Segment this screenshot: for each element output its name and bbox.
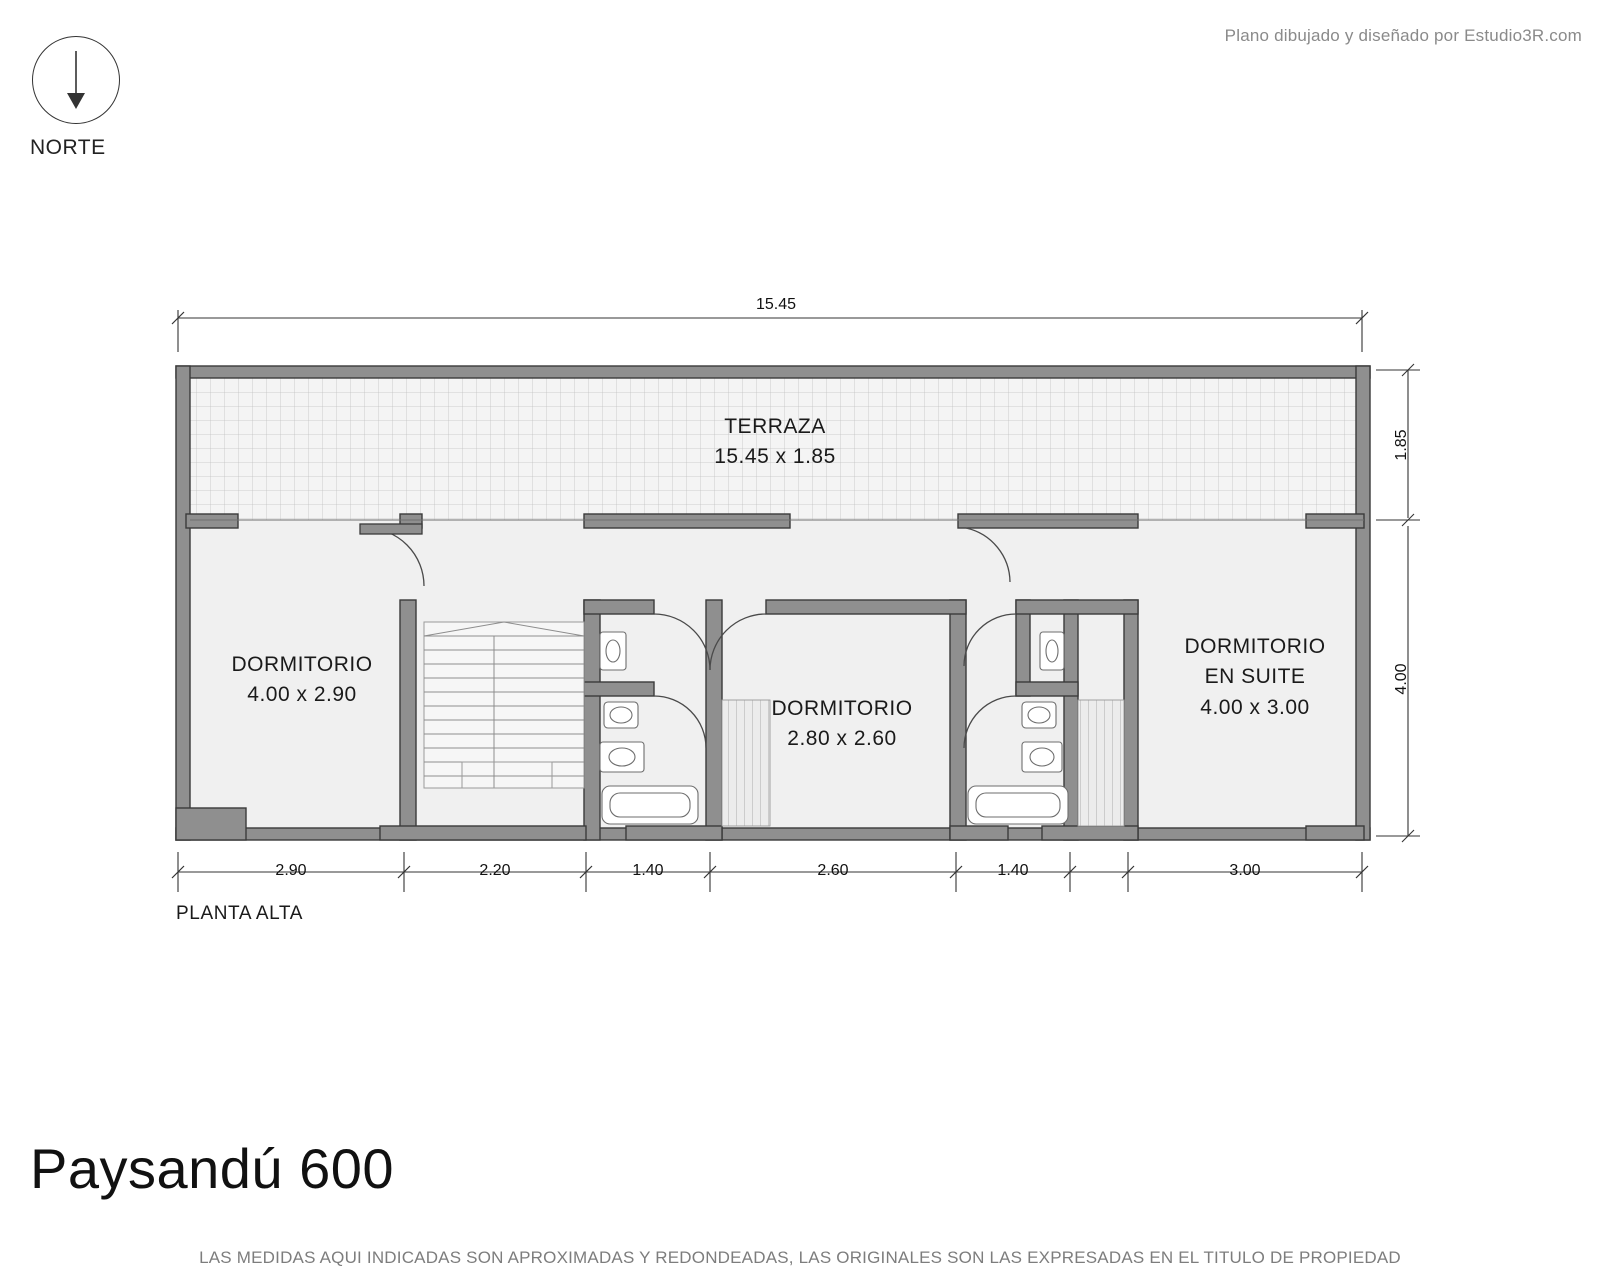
- suite-dims: 4.00 x 3.00: [1200, 695, 1310, 719]
- right-dimension-185: 1.85: [1393, 429, 1410, 461]
- room-label-dormitorio-1: [162, 650, 442, 711]
- overall-width-dimension: 15.45: [756, 296, 797, 313]
- dormitorio-1-dims: 4.00 x 2.90: [247, 683, 357, 707]
- room-label-dormitorio-en-suite: [1130, 632, 1380, 723]
- suite-name-line2: EN SUITE: [1204, 665, 1306, 689]
- north-label: NORTE: [30, 136, 106, 159]
- dormitorio-1-name: DORMITORIO: [231, 653, 373, 676]
- bottom-dimension-1: 2.90: [275, 862, 307, 879]
- credit-text: Plano dibujado y diseñado por Estudio3R.com: [1224, 26, 1582, 45]
- suite-name-line1: DORMITORIO: [1184, 635, 1326, 658]
- room-label-dormitorio-2: [722, 694, 962, 755]
- bottom-dimension-5: 1.40: [997, 862, 1029, 879]
- right-dimension-400: 4.00: [1393, 663, 1410, 695]
- sheet-label: PLANTA ALTA: [176, 903, 303, 924]
- bottom-dimension-4: 2.60: [817, 862, 849, 879]
- footer-disclaimer: LAS MEDIDAS AQUI INDICADAS SON APROXIMADAS Y REDONDEADAS, LAS ORIGINALES SON LAS EXPRESADAS EN EL TITULO DE PROPIEDAD: [199, 1248, 1401, 1267]
- page-title: Paysandú 600: [30, 1137, 395, 1200]
- bottom-dimension-6: 3.00: [1229, 862, 1261, 879]
- terraza-dims: 15.45 x 1.85: [714, 445, 836, 469]
- dormitorio-2-name: DORMITORIO: [771, 697, 913, 720]
- room-label-terraza: [640, 412, 910, 473]
- bottom-dimension-2: 2.20: [479, 862, 511, 879]
- terraza-name: TERRAZA: [724, 415, 826, 438]
- dormitorio-2-dims: 2.80 x 2.60: [787, 727, 897, 751]
- bottom-dimension-3: 1.40: [632, 862, 664, 879]
